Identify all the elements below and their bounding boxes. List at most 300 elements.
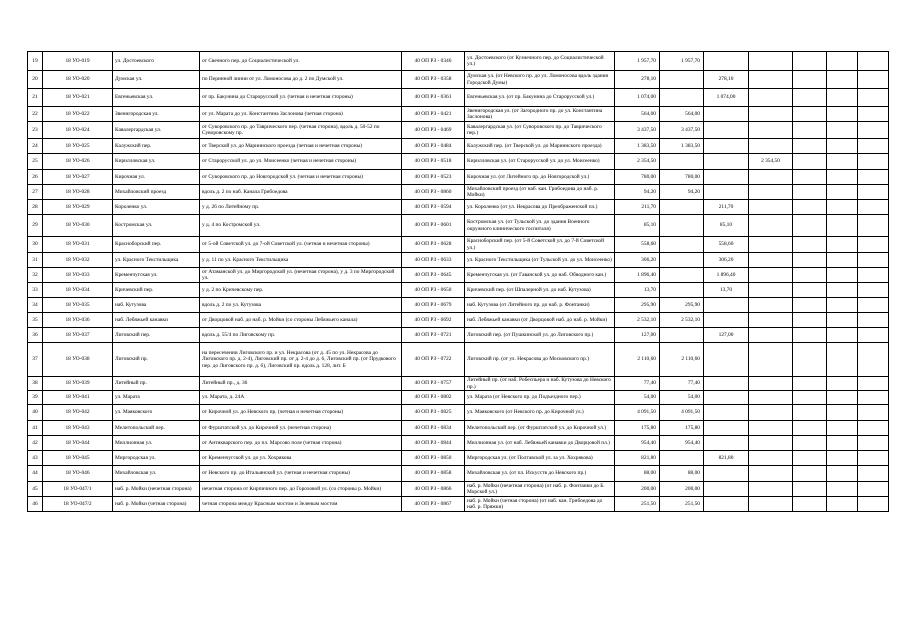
code-cell: 18 УО-021 — [43, 89, 113, 107]
empty-cell — [827, 71, 858, 89]
empty-cell — [793, 154, 827, 170]
empty-cell — [827, 391, 858, 405]
empty-cell — [793, 268, 827, 283]
code-cell: 18 УО-030 — [43, 215, 113, 237]
empty-cell — [858, 391, 889, 405]
code-cell: 18 УО-043 — [43, 421, 113, 436]
empty-cell — [793, 313, 827, 328]
num-cell: 27 — [28, 185, 43, 200]
reg-cell: 40 ОП РЗ - 0722 — [402, 343, 465, 377]
reg-cell: 40 ОП РЗ - 0421 — [402, 107, 465, 122]
reg-cell: 40 ОП РЗ - 0850 — [402, 451, 465, 466]
range-cell: от Старорусской ул. до ул. Моисеенко (четная и нечетная стороны) — [200, 154, 402, 170]
table-row — [28, 405, 889, 421]
col-c-cell — [749, 52, 793, 71]
reg-cell: 40 ОП РЗ - 0834 — [402, 421, 465, 436]
code-cell: 18 УО-024 — [43, 122, 113, 139]
empty-cell — [793, 185, 827, 200]
empty-cell — [827, 89, 858, 107]
col-a-cell — [660, 451, 704, 466]
table-row — [28, 185, 889, 200]
col-a-cell: 94,20 — [660, 185, 704, 200]
col-a-cell: 1 383,50 — [660, 139, 704, 154]
reg-cell: 40 ОП РЗ - 0692 — [402, 313, 465, 328]
route-cell: наб. р. Мойки (нечетная сторона) (от наб. р. Фонтанки до Б. Морской ул.) — [465, 482, 615, 497]
name-cell: Кирочная ул. — [113, 170, 200, 185]
empty-cell — [858, 482, 889, 497]
empty-cell — [827, 237, 858, 253]
code-cell: 18 УО-027 — [43, 170, 113, 185]
col-a-cell: 77,40 — [660, 377, 704, 391]
empty-cell — [793, 71, 827, 89]
col-b-cell: 821,80 — [704, 451, 749, 466]
col-b-cell — [704, 52, 749, 71]
col-b-cell — [704, 107, 749, 122]
route-cell: Думская ул. (от Невского пр. до ул. Ломоносова вдоль здания Городской Думы) — [465, 71, 615, 89]
total-cell: 211,70 — [615, 200, 660, 215]
range-cell: на пересечении Лиговского пр. и ул. Некрасова (от д. 45 по ул. Некрасова до Лиговского пр. д. 2-4), Лиговский пр. от д. 2-4 до д. 6, Лиговский пр. (от Прудкового пер. до Лиговского пр. д. 6), Лиговский пр. вдоль д. 128, лит. Б — [200, 343, 402, 377]
name-cell: Миллионная ул. — [113, 436, 200, 451]
table-row — [28, 313, 889, 328]
empty-cell — [793, 170, 827, 185]
empty-cell — [793, 253, 827, 268]
empty-cell — [858, 185, 889, 200]
range-cell: от 5-ой Советской ул. до 7-ой Советской ул. (четная и нечетная стороны) — [200, 237, 402, 253]
reg-cell: 40 ОП РЗ - 0645 — [402, 268, 465, 283]
range-cell: от Суворовского пр. до Таврического пер. (четная сторона), вдоль д. 50-52 по Суворовскому пр. — [200, 122, 402, 139]
col-a-cell: 251,50 — [660, 497, 704, 512]
col-b-cell: 278,10 — [704, 71, 749, 89]
empty-cell — [858, 71, 889, 89]
col-a-cell: 54,00 — [660, 391, 704, 405]
col-b-cell — [704, 154, 749, 170]
empty-cell — [827, 298, 858, 313]
empty-cell — [827, 421, 858, 436]
range-cell: от Тверской ул. до Мариинского проезда (четная и нечетная стороны) — [200, 139, 402, 154]
route-cell: Лиговский пр. (от ул. Некрасова до Московского пр.) — [465, 343, 615, 377]
num-cell: 30 — [28, 237, 43, 253]
empty-cell — [793, 237, 827, 253]
range-cell: четная сторона между Красным мостом и Зеленым мостом — [200, 497, 402, 512]
table-body — [28, 52, 889, 512]
empty-cell — [793, 451, 827, 466]
col-c-cell — [749, 298, 793, 313]
empty-cell — [858, 436, 889, 451]
empty-cell — [827, 139, 858, 154]
code-cell: 18 УО-041 — [43, 391, 113, 405]
range-cell: от пр. Бакунина до Старорусской ул. (четная и нечетная стороны) — [200, 89, 402, 107]
num-cell: 39 — [28, 391, 43, 405]
reg-cell: 40 ОП РЗ - 0358 — [402, 71, 465, 89]
range-cell: от Фурштатской ул. до Кирочной ул. (нечетная сторона) — [200, 421, 402, 436]
route-cell: Кирилловская ул. (от Старорусской ул. до ул. Моисеенко) — [465, 154, 615, 170]
empty-cell — [858, 170, 889, 185]
reg-cell: 40 ОП РЗ - 0469 — [402, 122, 465, 139]
empty-cell — [858, 200, 889, 215]
empty-cell — [793, 436, 827, 451]
table-row — [28, 237, 889, 253]
range-cell: у д. 2 по Кричевскому пер. — [200, 283, 402, 298]
empty-cell — [827, 215, 858, 237]
range-cell: от Свечного пер. до Социалистической ул. — [200, 52, 402, 71]
num-cell: 29 — [28, 215, 43, 237]
code-cell: 18 УО-028 — [43, 185, 113, 200]
empty-cell — [827, 436, 858, 451]
reg-cell: 40 ОП РЗ - 0825 — [402, 405, 465, 421]
route-cell: Кременчугская ул. (от Гаванской ул. до наб. Обводного кан.) — [465, 268, 615, 283]
col-c-cell — [749, 139, 793, 154]
table-row — [28, 391, 889, 405]
empty-cell — [858, 215, 889, 237]
empty-cell — [827, 253, 858, 268]
name-cell: Костромская ул. — [113, 215, 200, 237]
reg-cell: 40 ОП РЗ - 0650 — [402, 283, 465, 298]
code-cell: 18 УО-031 — [43, 237, 113, 253]
name-cell: ул. Маяковского — [113, 405, 200, 421]
route-cell: наб. Лебяжьей канавки (от Дворцовой наб. до наб. р. Мойки) — [465, 313, 615, 328]
route-cell: Михайловский проезд (от наб. кан. Грибоедова до наб. р. Мойки) — [465, 185, 615, 200]
route-cell: ул. Красного Текстильщика (от Тульской ул. до ул. Моисеенко) — [465, 253, 615, 268]
empty-cell — [793, 139, 827, 154]
reg-cell: 40 ОП РЗ - 0594 — [402, 200, 465, 215]
num-cell: 32 — [28, 268, 43, 283]
empty-cell — [793, 377, 827, 391]
empty-cell — [858, 139, 889, 154]
total-cell: 54,00 — [615, 391, 660, 405]
range-cell: от ул. Марата до ул. Константина Заслонова (четная сторона) — [200, 107, 402, 122]
reg-cell: 40 ОП РЗ - 0679 — [402, 298, 465, 313]
col-c-cell — [749, 405, 793, 421]
empty-cell — [827, 466, 858, 482]
total-cell: 1 074,00 — [615, 89, 660, 107]
route-cell: Кавалергардская ул. (от Суворовского пр. до Таврического пер.) — [465, 122, 615, 139]
total-cell: 2 354,50 — [615, 154, 660, 170]
col-b-cell — [704, 436, 749, 451]
name-cell: наб. Кутузова — [113, 298, 200, 313]
reg-cell: 40 ОП РЗ - 0866 — [402, 482, 465, 497]
reg-cell: 40 ОП РЗ - 0867 — [402, 497, 465, 512]
table-row — [28, 298, 889, 313]
empty-cell — [793, 200, 827, 215]
table-row — [28, 377, 889, 391]
code-cell: 18 УО-047/2 — [43, 497, 113, 512]
name-cell: Калужский пер. — [113, 139, 200, 154]
num-cell: 31 — [28, 253, 43, 268]
num-cell: 42 — [28, 436, 43, 451]
table-row — [28, 328, 889, 343]
table-row — [28, 52, 889, 71]
code-cell: 18 УО-029 — [43, 200, 113, 215]
empty-cell — [827, 283, 858, 298]
route-cell: Кричевский пер. (от Шпалерной ул. до наб. Кутузова) — [465, 283, 615, 298]
col-a-cell — [660, 283, 704, 298]
range-cell: от Кирочной ул. до Невского пр. (четная и нечетная стороны) — [200, 405, 402, 421]
empty-cell — [858, 377, 889, 391]
range-cell: вдоль д. 2 по наб. Канала Грибоедова — [200, 185, 402, 200]
code-cell: 18 УО-037 — [43, 328, 113, 343]
col-b-cell — [704, 377, 749, 391]
col-c-cell — [749, 377, 793, 391]
total-cell: 1 896,40 — [615, 268, 660, 283]
route-cell: Костромская ул. (от Тульской ул. до здания Военного окружного клинического госпиталя) — [465, 215, 615, 237]
reg-cell: 40 ОП РЗ - 0844 — [402, 436, 465, 451]
range-cell: по Перинной линии от ул. Ломоносова до д. 2 по Думской ул. — [200, 71, 402, 89]
empty-cell — [858, 405, 889, 421]
table-row — [28, 107, 889, 122]
empty-cell — [827, 268, 858, 283]
route-cell: Евгеньевская ул. (от пр. Бакунина до Старорусской ул.) — [465, 89, 615, 107]
col-c-cell — [749, 200, 793, 215]
col-b-cell — [704, 298, 749, 313]
empty-cell — [858, 122, 889, 139]
empty-cell — [858, 421, 889, 436]
empty-cell — [858, 237, 889, 253]
num-cell: 20 — [28, 71, 43, 89]
num-cell: 34 — [28, 298, 43, 313]
reg-cell: 40 ОП РЗ - 0601 — [402, 215, 465, 237]
table-row — [28, 215, 889, 237]
empty-cell — [858, 328, 889, 343]
total-cell: 558,60 — [615, 237, 660, 253]
route-cell: Кирочная ул. (от Литейного пр. до Новгородской ул.) — [465, 170, 615, 185]
num-cell: 43 — [28, 451, 43, 466]
range-cell: у д. 4 по Костромской ул. — [200, 215, 402, 237]
total-cell: 127,00 — [615, 328, 660, 343]
reg-cell: 40 ОП РЗ - 0633 — [402, 253, 465, 268]
col-c-cell — [749, 107, 793, 122]
route-cell: Миргородская ул. (от Полтавской ул. за ул. Хохрякова) — [465, 451, 615, 466]
name-cell: Миргородская ул. — [113, 451, 200, 466]
empty-cell — [827, 482, 858, 497]
range-cell: у д. 26 по Литейному пр. — [200, 200, 402, 215]
total-cell: 821,80 — [615, 451, 660, 466]
table-row — [28, 71, 889, 89]
empty-cell — [793, 405, 827, 421]
name-cell: Михайловский проезд — [113, 185, 200, 200]
num-cell: 40 — [28, 405, 43, 421]
name-cell: Михайловская ул. — [113, 466, 200, 482]
empty-cell — [858, 107, 889, 122]
col-a-cell: 4 091,50 — [660, 405, 704, 421]
table-row — [28, 283, 889, 298]
empty-cell — [827, 154, 858, 170]
col-c-cell — [749, 89, 793, 107]
col-c-cell — [749, 421, 793, 436]
empty-cell — [827, 107, 858, 122]
col-a-cell — [660, 253, 704, 268]
reg-cell: 40 ОП РЗ - 0361 — [402, 89, 465, 107]
empty-cell — [827, 52, 858, 71]
range-cell: ул. Марата, д. 24А — [200, 391, 402, 405]
total-cell: 251,50 — [615, 497, 660, 512]
route-cell: Литейный пр. (от наб. Робеспьера и наб. Кутузова до Невского пр.) — [465, 377, 615, 391]
table-row — [28, 436, 889, 451]
empty-cell — [827, 328, 858, 343]
route-cell: Красноборский пер. (от 5-й Советской ул. до 7-й Советской ул.) — [465, 237, 615, 253]
name-cell: Литейный пр. — [113, 377, 200, 391]
empty-cell — [793, 122, 827, 139]
table-row — [28, 253, 889, 268]
col-c-cell — [749, 343, 793, 377]
road-register-table — [27, 51, 889, 512]
num-cell: 37 — [28, 343, 43, 377]
empty-cell — [858, 298, 889, 313]
empty-cell — [858, 89, 889, 107]
col-a-cell: 88,00 — [660, 466, 704, 482]
col-a-cell: 3 437,50 — [660, 122, 704, 139]
col-c-cell — [749, 253, 793, 268]
num-cell: 45 — [28, 482, 43, 497]
col-b-cell — [704, 139, 749, 154]
col-a-cell — [660, 71, 704, 89]
empty-cell — [858, 268, 889, 283]
range-cell: от Невского пр. до Итальянской ул. (четная и нечетная стороны) — [200, 466, 402, 482]
reg-cell: 40 ОП РЗ - 0484 — [402, 139, 465, 154]
total-cell: 175,80 — [615, 421, 660, 436]
name-cell: наб. р. Мойки (четная сторона) — [113, 497, 200, 512]
table-row — [28, 497, 889, 512]
empty-cell — [793, 283, 827, 298]
name-cell: Евгеньевская ул. — [113, 89, 200, 107]
total-cell: 94,20 — [615, 185, 660, 200]
range-cell: нечетная сторона от Кирпичного пер. до Гороховой ул. (со стороны р. Мойки) — [200, 482, 402, 497]
col-a-cell: 175,80 — [660, 421, 704, 436]
col-b-cell — [704, 482, 749, 497]
col-b-cell: 1 074,00 — [704, 89, 749, 107]
range-cell: Литейный пр., д. 36 — [200, 377, 402, 391]
code-cell: 18 УО-047/1 — [43, 482, 113, 497]
name-cell: Лиговский пр. — [113, 343, 200, 377]
empty-cell — [793, 298, 827, 313]
col-b-cell — [704, 497, 749, 512]
route-cell: ул. Маяковского (от Невского пр. до Кирочной ул.) — [465, 405, 615, 421]
col-c-cell — [749, 451, 793, 466]
code-cell: 18 УО-033 — [43, 268, 113, 283]
range-cell: от Кременчугской ул. до ул. Хохрякова — [200, 451, 402, 466]
col-b-cell: 558,60 — [704, 237, 749, 253]
code-cell: 18 УО-046 — [43, 466, 113, 482]
total-cell: 780,00 — [615, 170, 660, 185]
col-b-cell — [704, 391, 749, 405]
col-b-cell: 85,10 — [704, 215, 749, 237]
total-cell: 3 437,50 — [615, 122, 660, 139]
col-b-cell — [704, 185, 749, 200]
code-cell: 18 УО-032 — [43, 253, 113, 268]
route-cell: Михайловская ул. (от пл. Искусств до Невского пр.) — [465, 466, 615, 482]
reg-cell: 40 ОП РЗ - 0858 — [402, 466, 465, 482]
col-b-cell — [704, 421, 749, 436]
name-cell: Кременчугская ул. — [113, 268, 200, 283]
col-c-cell — [749, 436, 793, 451]
col-c-cell — [749, 313, 793, 328]
col-b-cell: 13,70 — [704, 283, 749, 298]
total-cell: 1 957,70 — [615, 52, 660, 71]
reg-cell: 40 ОП РЗ - 0346 — [402, 52, 465, 71]
empty-cell — [827, 343, 858, 377]
name-cell: Лиговский пер. — [113, 328, 200, 343]
col-a-cell — [660, 268, 704, 283]
reg-cell: 40 ОП РЗ - 0757 — [402, 377, 465, 391]
total-cell: 77,40 — [615, 377, 660, 391]
col-a-cell: 780,00 — [660, 170, 704, 185]
empty-cell — [858, 154, 889, 170]
reg-cell: 40 ОП РЗ - 0860 — [402, 185, 465, 200]
num-cell: 46 — [28, 497, 43, 512]
reg-cell: 40 ОП РЗ - 0523 — [402, 170, 465, 185]
num-cell: 28 — [28, 200, 43, 215]
code-cell: 18 УО-042 — [43, 405, 113, 421]
col-a-cell: 954,40 — [660, 436, 704, 451]
col-a-cell — [660, 237, 704, 253]
empty-cell — [827, 122, 858, 139]
name-cell: Звенигородская ул. — [113, 107, 200, 122]
col-b-cell — [704, 122, 749, 139]
empty-cell — [793, 107, 827, 122]
col-a-cell: 2 110,60 — [660, 343, 704, 377]
code-cell: 18 УО-039 — [43, 377, 113, 391]
col-b-cell: 211,70 — [704, 200, 749, 215]
range-cell: у д. 11 по ул. Красного Текстильщика — [200, 253, 402, 268]
name-cell: Кирилловская ул. — [113, 154, 200, 170]
col-b-cell — [704, 313, 749, 328]
range-cell: от Атаманской ул. до Миргородской ул. (нечетная сторона), у д. 3 по Миргородской ул. — [200, 268, 402, 283]
col-c-cell — [749, 283, 793, 298]
range-cell: вдоль д. 55/4 по Лиговскому пр. — [200, 328, 402, 343]
total-cell: 4 091,50 — [615, 405, 660, 421]
empty-cell — [793, 497, 827, 512]
code-cell: 18 УО-045 — [43, 451, 113, 466]
col-c-cell: 2 354,50 — [749, 154, 793, 170]
route-cell: ул. Короленко (от ул. Некрасова до Преображенской пл.) — [465, 200, 615, 215]
empty-cell — [793, 328, 827, 343]
name-cell: наб. р. Мойки (нечетная сторона) — [113, 482, 200, 497]
empty-cell — [793, 421, 827, 436]
col-a-cell — [660, 215, 704, 237]
empty-cell — [827, 497, 858, 512]
table-row — [28, 466, 889, 482]
col-a-cell — [660, 328, 704, 343]
col-a-cell — [660, 154, 704, 170]
code-cell: 18 УО-044 — [43, 436, 113, 451]
empty-cell — [793, 89, 827, 107]
name-cell: ул. Красного Текстильщика — [113, 253, 200, 268]
empty-cell — [858, 466, 889, 482]
empty-cell — [827, 200, 858, 215]
reg-cell: 40 ОП РЗ - 0721 — [402, 328, 465, 343]
total-cell: 13,70 — [615, 283, 660, 298]
table-row — [28, 139, 889, 154]
name-cell: ул. Марата — [113, 391, 200, 405]
empty-cell — [827, 405, 858, 421]
route-cell: Лиговский пер. (от Пушкинской ул. до Лиговского пр.) — [465, 328, 615, 343]
code-cell: 18 УО-035 — [43, 298, 113, 313]
num-cell: 35 — [28, 313, 43, 328]
code-cell: 18 УО-026 — [43, 154, 113, 170]
name-cell: Думская ул. — [113, 71, 200, 89]
empty-cell — [793, 52, 827, 71]
empty-cell — [858, 497, 889, 512]
total-cell: 306,20 — [615, 253, 660, 268]
col-a-cell: 564,00 — [660, 107, 704, 122]
name-cell: Мелитопольский пер. — [113, 421, 200, 436]
empty-cell — [827, 313, 858, 328]
num-cell: 44 — [28, 466, 43, 482]
num-cell: 41 — [28, 421, 43, 436]
col-b-cell: 306,20 — [704, 253, 749, 268]
name-cell: Кричевский пер. — [113, 283, 200, 298]
empty-cell — [793, 466, 827, 482]
table-row — [28, 421, 889, 436]
